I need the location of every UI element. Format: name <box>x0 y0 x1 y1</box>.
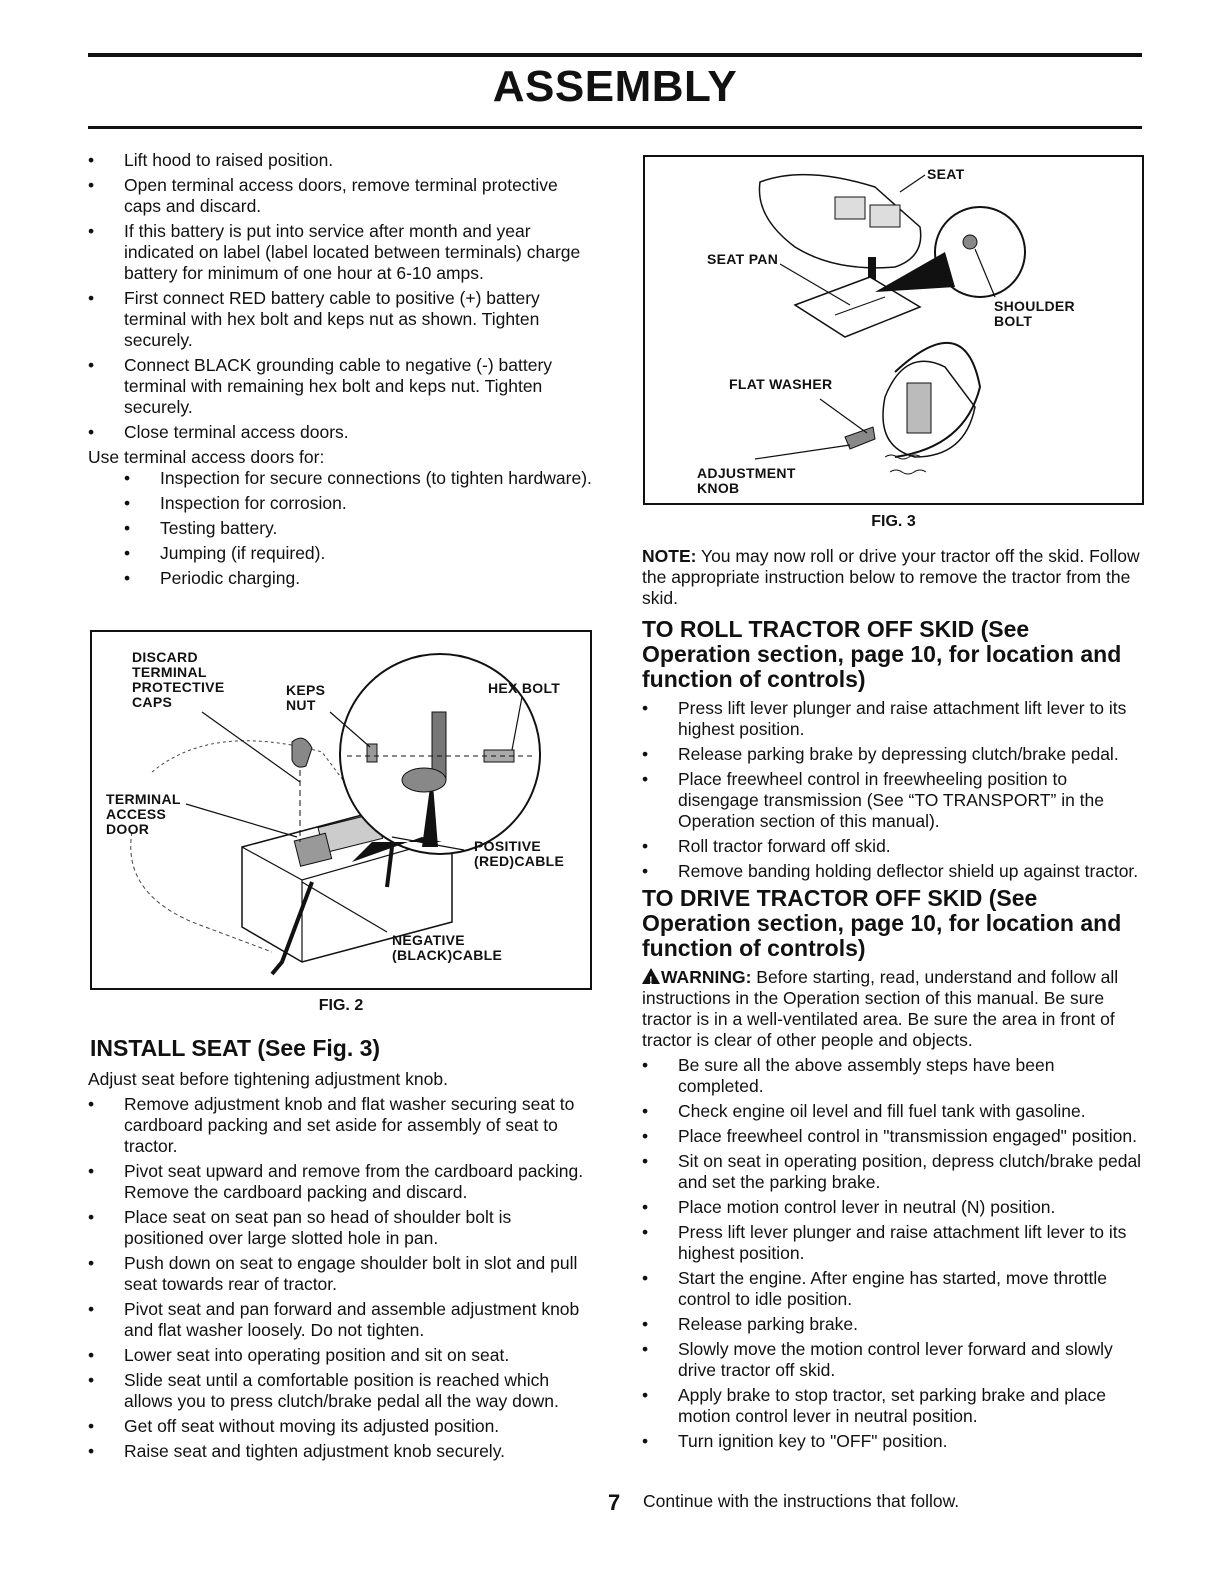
fig3-seat-diagram <box>643 155 1144 505</box>
fig2-label-positive: POSITIVE <box>474 838 541 854</box>
note-paragraph <box>642 546 1142 609</box>
fig3-label-adjustment-knob: KNOB <box>697 480 740 496</box>
list-item: • Start the engine. After engine has started, move throttle control to idle position. <box>642 1268 1142 1310</box>
list-item: • Place seat on seat pan so head of shoulder bolt is positioned over large slotted hole in pan. <box>88 1207 593 1249</box>
list-item: • Close terminal access doors. <box>88 422 593 443</box>
list-item: • Press lift lever plunger and raise attachment lift lever to its highest position. <box>642 698 1142 740</box>
battery-steps <box>88 150 593 443</box>
list-item: • Lift hood to raised position. <box>88 150 593 171</box>
page-number: 7 <box>608 1490 621 1515</box>
list-item: • Slide seat until a comfortable position is reached which allows you to press clutch/brake pedal all the way down. <box>88 1370 593 1412</box>
list-item: • Testing battery. <box>124 518 593 539</box>
seat-illustration <box>645 157 1142 503</box>
fig2-label-keps: KEPS <box>286 682 326 698</box>
battery-section <box>88 150 593 593</box>
use-intro: Use terminal access doors for: <box>88 447 325 467</box>
list-item: • Periodic charging. <box>124 568 593 589</box>
battery-uses <box>124 468 593 589</box>
list-item: • Pivot seat and pan forward and assemble adjustment knob and flat washer loosely. Do not tighten. <box>88 1299 593 1341</box>
fig2-label-hex-bolt: HEX BOLT <box>488 680 561 696</box>
list-item: • Release parking brake by depressing clutch/brake pedal. <box>642 744 1142 765</box>
header-rule-bottom <box>88 126 1142 129</box>
header-rule-top <box>88 53 1142 57</box>
list-item: • Press lift lever plunger and raise attachment lift lever to its highest position. <box>642 1222 1142 1264</box>
list-item: • Apply brake to stop tractor, set parking brake and place motion control lever in neutral position. <box>642 1385 1142 1427</box>
roll-steps <box>642 698 1142 882</box>
list-item: • Slowly move the motion control lever forward and slowly drive tractor off skid. <box>642 1339 1142 1381</box>
fig2-label-negative: (BLACK)CABLE <box>392 947 503 963</box>
install-seat-steps <box>88 1094 593 1462</box>
list-item: • Sit on seat in operating position, depress clutch/brake pedal and set the parking brake. <box>642 1151 1142 1193</box>
fig2-caption: FIG. 2 <box>318 997 364 1014</box>
list-item: • Raise seat and tighten adjustment knob securely. <box>88 1441 593 1462</box>
roll-heading: TO ROLL TRACTOR OFF SKID (See Operation section, page 10, for location and function of controls) <box>642 616 1122 692</box>
fig2-label-negative: NEGATIVE <box>392 932 465 948</box>
right-column <box>642 546 1142 1456</box>
warning-text: Before starting, read, understand and follow all instructions in the Operation section of this manual. Be sure tractor is in a well-ventilated area. Be sure the area in front of tractor is clear of other people and objects. <box>642 967 1119 1050</box>
list-item: • Roll tractor forward off skid. <box>642 836 1142 857</box>
list-item: • Place motion control lever in neutral (N) position. <box>642 1197 1142 1218</box>
list-item: • Lower seat into operating position and sit on seat. <box>88 1345 593 1366</box>
list-item: • Open terminal access doors, remove terminal protective caps and discard. <box>88 175 593 217</box>
list-item: • Inspection for secure connections (to tighten hardware). <box>124 468 593 489</box>
fig3-label-shoulder-bolt: BOLT <box>994 313 1033 329</box>
list-item: • Remove adjustment knob and flat washer securing seat to cardboard packing and set aside for assembly of seat to tractor. <box>88 1094 593 1157</box>
install-seat-intro: Adjust seat before tightening adjustment knob. <box>88 1069 448 1089</box>
fig2-label-keps: NUT <box>286 697 316 713</box>
fig2-battery-diagram <box>90 630 592 990</box>
fig3-label-seat-pan: SEAT PAN <box>707 251 779 267</box>
fig2-label-positive: (RED)CABLE <box>474 853 565 869</box>
list-item: • Check engine oil level and fill fuel tank with gasoline. <box>642 1101 1142 1122</box>
list-item: • Turn ignition key to "OFF" position. <box>642 1431 1142 1452</box>
fig3-label-shoulder-bolt: SHOULDER <box>994 298 1075 314</box>
fig2-label-discard: DISCARD <box>132 649 198 665</box>
drive-steps <box>642 1055 1142 1452</box>
note-text: You may now roll or drive your tractor off the skid. Follow the appropriate instruction below to remove the tractor from the skid. <box>642 546 1140 608</box>
list-item: • Be sure all the above assembly steps have been completed. <box>642 1055 1142 1097</box>
fig2-label-discard: TERMINAL <box>132 664 207 680</box>
fig2-label-discard: CAPS <box>132 694 173 710</box>
warning-label: WARNING: <box>661 967 752 987</box>
list-item: • Place freewheel control in "transmission engaged" position. <box>642 1126 1142 1147</box>
list-item: • Release parking brake. <box>642 1314 1142 1335</box>
list-item: • Pivot seat upward and remove from the cardboard packing. Remove the cardboard packing and discard. <box>88 1161 593 1203</box>
fig2-label-terminal-door: ACCESS <box>106 806 167 822</box>
install-seat-section <box>88 1036 593 1466</box>
fig3-label-flat-washer: FLAT WASHER <box>729 376 833 392</box>
list-item: • Remove banding holding deflector shield up against tractor. <box>642 861 1142 882</box>
list-item: • First connect RED battery cable to positive (+) battery terminal with hex bolt and keps nut as shown. Tighten securely. <box>88 288 593 351</box>
fig2-label-terminal-door: DOOR <box>106 821 150 837</box>
warning-triangle-icon: ! <box>642 968 660 984</box>
list-item: • Get off seat without moving its adjusted position. <box>88 1416 593 1437</box>
fig2-label-discard: PROTECTIVE <box>132 679 225 695</box>
list-item: • If this battery is put into service after month and year indicated on label (label located between terminals) charge battery for minimum of one hour at 6-10 amps. <box>88 221 593 284</box>
fig3-label-seat: SEAT <box>927 166 965 182</box>
fig2-label-terminal-door: TERMINAL <box>106 791 181 807</box>
list-item: • Place freewheel control in freewheeling position to disengage transmission (See “TO TRANSPORT” in the Operation section of this manual). <box>642 769 1142 832</box>
note-label: NOTE: <box>642 546 697 566</box>
fig3-label-adjustment-knob: ADJUSTMENT <box>697 465 796 481</box>
page-title: ASSEMBLY <box>492 62 738 111</box>
drive-heading: TO DRIVE TRACTOR OFF SKID (See Operation section, page 10, for location and function of controls) <box>642 885 1122 961</box>
install-seat-heading: INSTALL SEAT (See Fig. 3) <box>90 1035 381 1061</box>
fig3-caption: FIG. 3 <box>871 513 916 530</box>
list-item: • Jumping (if required). <box>124 543 593 564</box>
continue-text: Continue with the instructions that follow. <box>643 1491 960 1511</box>
list-item: • Inspection for corrosion. <box>124 493 593 514</box>
warning-paragraph <box>642 967 1142 1051</box>
list-item: • Connect BLACK grounding cable to negative (-) battery terminal with remaining hex bolt and keps nut. Tighten securely. <box>88 355 593 418</box>
list-item: • Push down on seat to engage shoulder bolt in slot and pull seat towards rear of tractor. <box>88 1253 593 1295</box>
